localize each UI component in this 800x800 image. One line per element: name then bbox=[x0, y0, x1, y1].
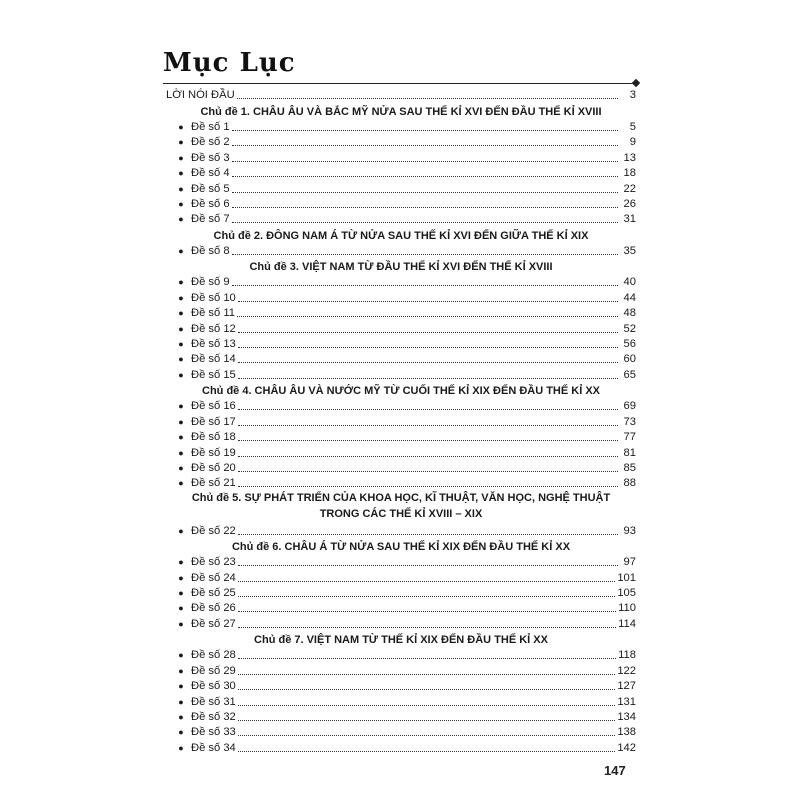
dot-leader bbox=[238, 439, 618, 441]
toc-entry-page: 85 bbox=[623, 461, 636, 474]
bullet-icon: ● bbox=[178, 121, 184, 132]
toc-entry-page: 5 bbox=[629, 120, 636, 133]
toc-entry-label: Đề số 16 bbox=[191, 400, 236, 413]
toc-entry-page: 26 bbox=[623, 197, 636, 210]
toc-entry-page: 13 bbox=[623, 151, 636, 164]
chapter-heading bbox=[166, 102, 636, 118]
toc-entry-page: 127 bbox=[617, 680, 636, 693]
chapter-heading-line: Chủ đề 4. CHÂU ÂU VÀ NƯỚC MỸ TỪ CUỐI THẾ KỈ XIX ĐẾN ĐẦU THẾ KỈ XX bbox=[202, 385, 600, 397]
bullet-icon: ● bbox=[178, 401, 184, 412]
dot-leader bbox=[232, 191, 618, 193]
toc-entry-page: 40 bbox=[623, 276, 636, 289]
toc-entry[interactable] bbox=[166, 119, 636, 134]
toc-entry-page: 81 bbox=[623, 446, 636, 459]
toc-entry-page: 122 bbox=[617, 664, 636, 677]
bullet-icon: ● bbox=[178, 369, 184, 380]
toc-entry[interactable] bbox=[166, 693, 636, 708]
toc-entry-page: 56 bbox=[623, 338, 636, 351]
toc-entry[interactable] bbox=[166, 180, 636, 195]
toc-entry[interactable] bbox=[166, 600, 636, 615]
toc-entry[interactable] bbox=[166, 398, 636, 413]
bullet-icon: ● bbox=[178, 742, 184, 753]
dot-leader bbox=[238, 734, 616, 736]
chapter-heading-line: Chủ đề 1. CHÂU ÂU VÀ BẮC MỸ NỬA SAU THẾ KỈ XVI ĐẾN ĐẦU THẾ KỈ XVIII bbox=[200, 105, 602, 118]
dot-leader bbox=[238, 408, 618, 410]
toc-entry-page: 52 bbox=[623, 322, 636, 335]
toc-entry-label: Đề số 6 bbox=[191, 197, 230, 210]
dot-leader bbox=[232, 206, 618, 208]
toc-entry[interactable] bbox=[166, 366, 636, 381]
toc-entry[interactable] bbox=[166, 739, 636, 754]
dot-leader bbox=[238, 485, 618, 487]
dot-leader bbox=[238, 331, 618, 333]
toc-entry-page: 105 bbox=[617, 587, 636, 600]
bullet-icon: ● bbox=[178, 354, 184, 365]
toc-entry-label: Đề số 21 bbox=[191, 477, 236, 490]
toc-entry[interactable] bbox=[166, 678, 636, 693]
bullet-icon: ● bbox=[178, 727, 184, 738]
table-of-contents bbox=[166, 87, 636, 755]
toc-entry[interactable] bbox=[166, 413, 636, 428]
toc-entry[interactable] bbox=[166, 662, 636, 677]
toc-entry-label: LỜI NÓI ĐẦU bbox=[166, 89, 235, 102]
bullet-icon: ● bbox=[178, 462, 184, 473]
toc-entry-page: 69 bbox=[623, 400, 636, 413]
toc-entry[interactable] bbox=[166, 336, 636, 351]
dot-leader bbox=[238, 688, 616, 690]
toc-entry[interactable] bbox=[166, 134, 636, 149]
toc-entry-label: Đề số 23 bbox=[191, 556, 236, 569]
dot-leader bbox=[238, 455, 618, 457]
toc-entry[interactable] bbox=[166, 522, 636, 537]
toc-entry-label: Đề số 2 bbox=[191, 136, 230, 149]
toc-entry-label: Đề số 22 bbox=[191, 524, 236, 537]
toc-entry-page: 114 bbox=[618, 617, 636, 630]
bullet-icon: ● bbox=[178, 665, 184, 676]
toc-entry-label: Đề số 7 bbox=[191, 213, 230, 226]
dot-leader bbox=[238, 377, 618, 379]
toc-entry-page: 77 bbox=[623, 431, 636, 444]
toc-entry-page: 93 bbox=[623, 524, 636, 537]
dot-leader bbox=[232, 221, 618, 223]
dot-leader bbox=[238, 673, 616, 675]
dot-leader bbox=[238, 580, 616, 582]
bullet-icon: ● bbox=[178, 557, 184, 568]
toc-entry-label: Đề số 19 bbox=[191, 446, 236, 459]
toc-entry-label: Đề số 25 bbox=[191, 587, 236, 600]
bullet-icon: ● bbox=[178, 712, 184, 723]
bullet-icon: ● bbox=[178, 650, 184, 661]
diamond-icon bbox=[632, 79, 640, 87]
toc-entry-label: Đề số 11 bbox=[191, 307, 235, 320]
dot-leader bbox=[232, 160, 618, 162]
dot-leader bbox=[238, 346, 618, 348]
toc-entry-page: 118 bbox=[618, 649, 636, 662]
dot-leader bbox=[238, 750, 616, 752]
bullet-icon: ● bbox=[178, 603, 184, 614]
toc-entry-label: Đề số 32 bbox=[191, 711, 236, 724]
dot-leader bbox=[238, 626, 616, 628]
bullet-icon: ● bbox=[178, 681, 184, 692]
toc-entry[interactable] bbox=[166, 585, 636, 600]
chapter-heading bbox=[166, 226, 636, 242]
toc-entry-page: 73 bbox=[623, 415, 636, 428]
bullet-icon: ● bbox=[178, 308, 184, 319]
toc-entry-label: Đề số 30 bbox=[191, 680, 236, 693]
toc-entry-label: Đề số 14 bbox=[191, 353, 236, 366]
toc-entry-page: 138 bbox=[617, 726, 636, 739]
toc-entry-page: 110 bbox=[618, 602, 636, 615]
chapter-heading bbox=[166, 538, 636, 554]
toc-entry[interactable] bbox=[166, 554, 636, 569]
dot-leader bbox=[238, 300, 618, 302]
toc-entry-label: Đề số 24 bbox=[191, 571, 236, 584]
toc-entry-page: 22 bbox=[623, 182, 636, 195]
toc-entry-page: 142 bbox=[617, 741, 636, 754]
toc-entry[interactable] bbox=[166, 444, 636, 459]
bullet-icon: ● bbox=[178, 168, 184, 179]
toc-entry[interactable] bbox=[166, 274, 636, 289]
chapter-heading bbox=[166, 382, 636, 398]
bullet-icon: ● bbox=[178, 572, 184, 583]
chapter-heading-line: Chủ đề 3. VIỆT NAM TỪ ĐẦU THẾ KỈ XVI ĐẾN THẾ KỈ XVIII bbox=[249, 261, 553, 274]
toc-entry-page: 35 bbox=[623, 244, 636, 257]
chapter-heading-line: Chủ đề 7. VIỆT NAM TỪ THẾ KỈ XIX ĐẾN ĐẦU THẾ KỈ XX bbox=[254, 634, 548, 647]
bullet-icon: ● bbox=[178, 339, 184, 350]
toc-entry[interactable] bbox=[166, 475, 636, 490]
bullet-icon: ● bbox=[178, 588, 184, 599]
bullet-icon: ● bbox=[178, 416, 184, 427]
chapter-heading bbox=[166, 631, 636, 647]
toc-entry-label: Đề số 5 bbox=[191, 182, 230, 195]
bullet-icon: ● bbox=[178, 198, 184, 209]
bullet-icon: ● bbox=[178, 277, 184, 288]
toc-entry[interactable] bbox=[166, 351, 636, 366]
chapter-heading-line: TRONG CÁC THẾ KỈ XVIII – XIX bbox=[319, 508, 483, 521]
toc-entry[interactable] bbox=[166, 149, 636, 164]
toc-entry[interactable] bbox=[166, 320, 636, 335]
dot-leader bbox=[238, 704, 616, 706]
toc-entry-page: 60 bbox=[623, 353, 636, 366]
dot-leader bbox=[238, 424, 618, 426]
bullet-icon: ● bbox=[178, 432, 184, 443]
toc-entry-page: 134 bbox=[617, 711, 636, 724]
toc-entry[interactable] bbox=[166, 196, 636, 211]
toc-entry-page: 97 bbox=[623, 556, 636, 569]
toc-entry-page: 31 bbox=[623, 213, 636, 226]
toc-entry[interactable] bbox=[166, 724, 636, 739]
toc-entry-label: Đề số 4 bbox=[191, 167, 230, 180]
toc-entry-label: Đề số 28 bbox=[191, 649, 236, 662]
toc-entry-label: Đề số 3 bbox=[191, 151, 230, 164]
chapter-heading-line: Chủ đề 6. CHÂU Á TỪ NỬA SAU THẾ KỈ XIX ĐẾN ĐẦU THẾ KỈ XX bbox=[231, 540, 571, 553]
toc-entry[interactable] bbox=[166, 87, 636, 102]
bullet-icon: ● bbox=[178, 478, 184, 489]
dot-leader bbox=[237, 315, 618, 317]
dot-leader bbox=[232, 253, 618, 255]
bullet-icon: ● bbox=[178, 137, 184, 148]
toc-entry-label: Đề số 34 bbox=[191, 741, 236, 754]
toc-entry-label: Đề số 31 bbox=[191, 695, 236, 708]
toc-entry[interactable] bbox=[166, 305, 636, 320]
page-number: 147 bbox=[604, 763, 626, 778]
toc-entry[interactable] bbox=[166, 211, 636, 226]
bullet-icon: ● bbox=[178, 696, 184, 707]
toc-entry[interactable] bbox=[166, 289, 636, 304]
dot-leader bbox=[238, 361, 618, 363]
toc-entry-label: Đề số 29 bbox=[191, 664, 236, 677]
dot-leader bbox=[238, 610, 616, 612]
dot-leader bbox=[238, 719, 616, 721]
toc-entry-label: Đề số 15 bbox=[191, 368, 236, 381]
toc-entry[interactable] bbox=[166, 243, 636, 258]
toc-entry-page: 48 bbox=[623, 307, 636, 320]
dot-leader bbox=[238, 657, 616, 659]
toc-entry[interactable] bbox=[166, 647, 636, 662]
bullet-icon: ● bbox=[178, 245, 184, 256]
bullet-icon: ● bbox=[178, 525, 184, 536]
chapter-heading bbox=[166, 490, 636, 522]
dot-leader bbox=[237, 97, 618, 99]
title-rule bbox=[163, 83, 636, 84]
bullet-icon: ● bbox=[178, 214, 184, 225]
toc-entry[interactable] bbox=[166, 615, 636, 630]
bullet-icon: ● bbox=[178, 183, 184, 194]
bullet-icon: ● bbox=[178, 447, 184, 458]
dot-leader bbox=[232, 175, 618, 177]
toc-entry-page: 101 bbox=[617, 571, 636, 584]
toc-entry[interactable] bbox=[166, 460, 636, 475]
chapter-heading-line: Chủ đề 2. ĐÔNG NAM Á TỪ NỬA SAU THẾ KỈ XVI ĐẾN GIỮA THẾ KỈ XIX bbox=[213, 229, 589, 242]
chapter-heading-line: Chủ đề 5. SỰ PHÁT TRIỂN CỦA KHOA HỌC, KĨ THUẬT, VĂN HỌC, NGHỆ THUẬT bbox=[191, 492, 611, 505]
bullet-icon: ● bbox=[178, 323, 184, 334]
dot-leader bbox=[232, 129, 618, 131]
toc-entry-label: Đề số 1 bbox=[191, 120, 230, 133]
toc-entry-page: 18 bbox=[623, 167, 636, 180]
toc-entry-label: Đề số 13 bbox=[191, 338, 236, 351]
toc-entry-label: Đề số 17 bbox=[191, 415, 236, 428]
toc-entry[interactable] bbox=[166, 429, 636, 444]
toc-entry-label: Đề số 26 bbox=[191, 602, 236, 615]
dot-leader bbox=[232, 144, 618, 146]
dot-leader bbox=[238, 595, 616, 597]
toc-entry-page: 88 bbox=[623, 477, 636, 490]
bullet-icon: ● bbox=[178, 292, 184, 303]
dot-leader bbox=[238, 533, 618, 535]
dot-leader bbox=[238, 470, 618, 472]
toc-entry-page: 3 bbox=[629, 89, 636, 102]
toc-entry-label: Đề số 10 bbox=[191, 291, 236, 304]
toc-entry[interactable] bbox=[166, 709, 636, 724]
dot-leader bbox=[238, 564, 618, 566]
toc-entry-page: 44 bbox=[623, 291, 636, 304]
toc-entry-label: Đề số 18 bbox=[191, 431, 236, 444]
chapter-heading bbox=[166, 258, 636, 274]
toc-entry-page: 65 bbox=[623, 368, 636, 381]
toc-entry-label: Đề số 33 bbox=[191, 726, 236, 739]
toc-entry[interactable] bbox=[166, 165, 636, 180]
toc-entry-label: Đề số 9 bbox=[191, 276, 230, 289]
toc-entry-label: Đề số 8 bbox=[191, 244, 230, 257]
toc-entry-page: 9 bbox=[629, 136, 636, 149]
dot-leader bbox=[232, 284, 618, 286]
bullet-icon: ● bbox=[178, 152, 184, 163]
toc-entry-label: Đề số 20 bbox=[191, 461, 236, 474]
bullet-icon: ● bbox=[178, 618, 184, 629]
toc-entry-label: Đề số 12 bbox=[191, 322, 236, 335]
toc-entry[interactable] bbox=[166, 569, 636, 584]
page-title: Mục Lục bbox=[163, 48, 296, 78]
toc-entry-page: 131 bbox=[617, 695, 636, 708]
toc-entry-label: Đề số 27 bbox=[191, 617, 236, 630]
